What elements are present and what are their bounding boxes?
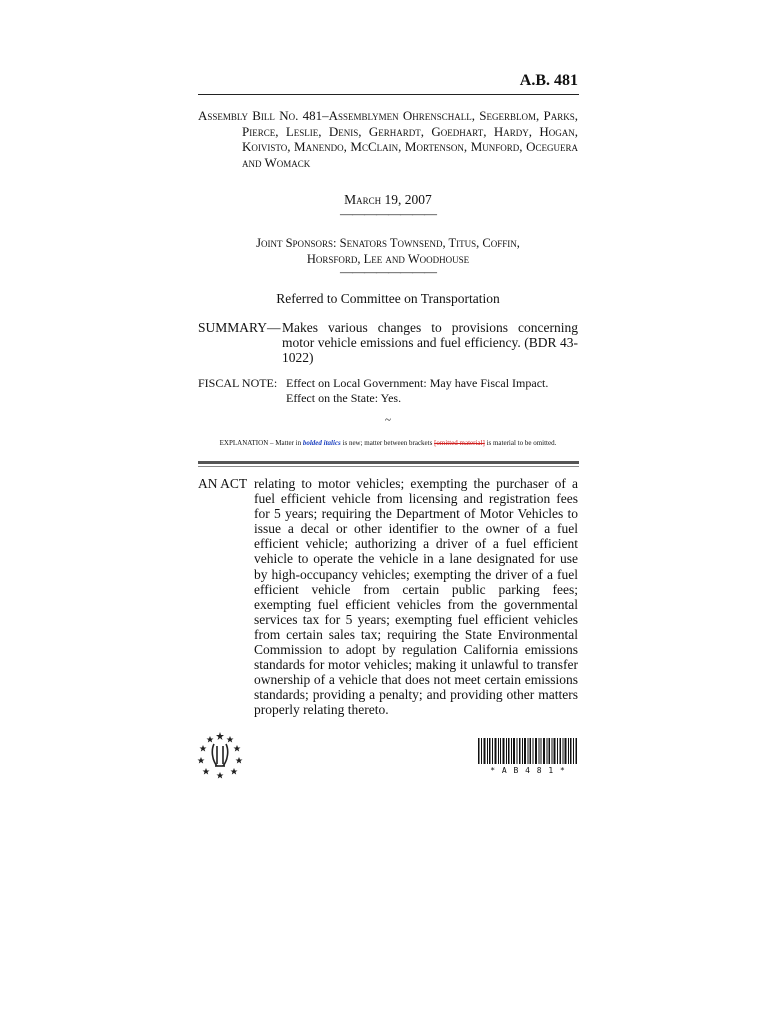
assembly-bill-heading xyxy=(198,108,578,170)
explanation-note xyxy=(198,439,578,447)
explanation-new-matter: bolded italics xyxy=(302,439,341,447)
assembly-bill-text xyxy=(198,108,578,170)
introduction-date: March 19, 2007 xyxy=(344,192,432,207)
act-label: AN ACT xyxy=(198,476,248,491)
header-rule xyxy=(198,94,579,95)
bill-number: A.B. 481 xyxy=(519,72,578,89)
summary-block xyxy=(198,320,578,365)
nevada-seal-icon xyxy=(197,730,243,780)
assembly-bill-sponsors: Segerblom, Parks, Pierce, Leslie, Denis, Gerhardt, Goedhart, Hardy, Hogan, Koivisto, Manendo, McClain, Mortenson, Munford, Oceguera and Womack xyxy=(242,108,578,170)
joint-sponsors xyxy=(198,235,578,267)
fiscal-state-effect: Effect on the State: Yes. xyxy=(286,391,402,405)
act-description xyxy=(198,476,578,718)
assembly-bill-first-line: Assembly Bill No. 481–Assemblymen Ohrenschall, xyxy=(198,108,475,123)
explanation-middle: is new; matter between brackets xyxy=(340,439,435,447)
fiscal-note xyxy=(198,376,578,406)
section-rule-thick xyxy=(198,461,579,464)
fiscal-note-label: FISCAL NOTE: xyxy=(198,376,278,390)
separator-line: ———————— xyxy=(340,206,436,221)
barcode-label: * A B 4 8 1 * xyxy=(490,766,566,775)
fiscal-local-effect: Effect on Local Government: May have Fiscal Impact. xyxy=(286,376,549,390)
joint-sponsors-line-2: Horsford, Lee and Woodhouse xyxy=(306,252,470,266)
explanation-suffix: is material to be omitted. xyxy=(484,439,557,447)
summary-label: SUMMARY— xyxy=(198,320,281,335)
explanation-prefix: EXPLANATION – Matter in xyxy=(219,439,303,447)
separator-line: ———————— xyxy=(340,264,436,279)
summary-text: Makes various changes to provisions concerning motor vehicle emissions and fuel efficiency. (BDR 43-1022) xyxy=(282,320,578,365)
tilde-separator: ~ xyxy=(385,414,391,426)
joint-sponsors-line-1: Joint Sponsors: Senators Townsend, Titus, Coffin, xyxy=(256,236,520,250)
committee-referral: Referred to Committee on Transportation xyxy=(276,291,500,306)
section-rule-thin xyxy=(198,466,579,467)
explanation-omitted-matter: [omitted material] xyxy=(434,439,485,447)
act-text: relating to motor vehicles; exempting the purchaser of a fuel efficient vehicle from licensing and registration fees for 5 years; requiring the Department of Motor Vehicles to issue a decal or other identifier to the owner of a fuel efficient vehicle; authorizing a driver of a fuel efficient vehicle to operate the vehicle in a lane designated for use by high-occupancy vehicles; exempting the driver of a fuel efficient vehicle from certain public parking fees; exempting fuel efficient vehicles from the governmental services tax for 5 years; exempting fuel efficient vehicles from certain sales tax; requiring the State Environmental Commission to adopt by regulation California emissions standards for motor vehicles; making it unlawful to transfer ownership of a vehicle that does not meet certain emissions standards; providing a penalty; and providing other matters properly relating thereto. xyxy=(254,476,578,718)
